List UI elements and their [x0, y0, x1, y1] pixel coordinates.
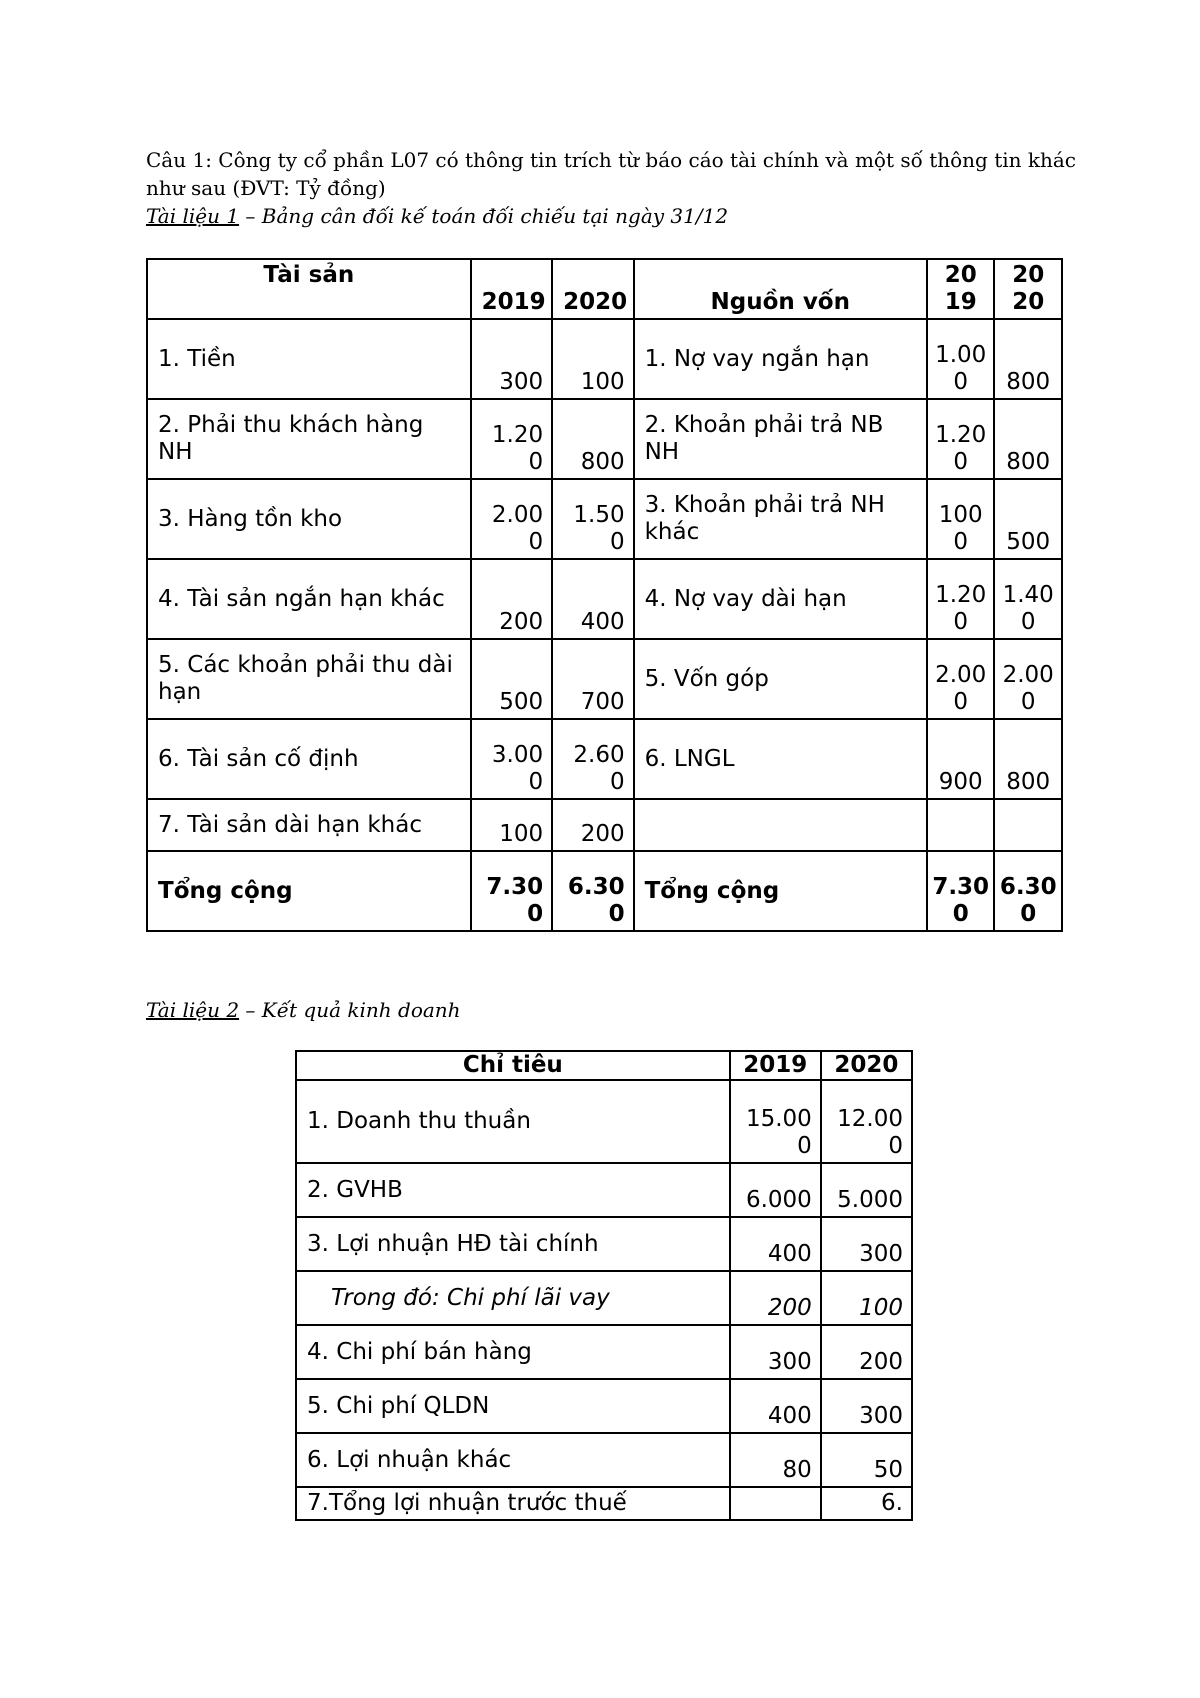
balance-sheet-header — [147, 259, 1062, 319]
source-2019: 1.200 — [927, 559, 995, 639]
asset-2019: 200 — [471, 559, 552, 639]
indicator-label: 4. Chi phí bán hàng — [296, 1325, 730, 1379]
value-2019: 400 — [730, 1379, 821, 1433]
table-row — [147, 479, 1062, 559]
total-source-label: Tổng cộng — [634, 851, 927, 931]
asset-2020: 700 — [552, 639, 633, 719]
source-2019: 1000 — [927, 479, 995, 559]
asset-label: 5. Các khoản phải thu dài hạn — [147, 639, 471, 719]
source-2019: 1.000 — [927, 319, 995, 399]
source-2020: 1.400 — [994, 559, 1062, 639]
asset-label: 7. Tài sản dài hạn khác — [147, 799, 471, 851]
value-2020: 100 — [821, 1271, 912, 1325]
value-2020: 12.000 — [821, 1080, 912, 1163]
source-2019: 1.200 — [927, 399, 995, 479]
source-2020 — [994, 799, 1062, 851]
asset-label: 4. Tài sản ngắn hạn khác — [147, 559, 471, 639]
table-row — [296, 1325, 912, 1379]
asset-2020: 100 — [552, 319, 633, 399]
source-2020: 800 — [994, 719, 1062, 799]
header-asset-2020: 2020 — [552, 259, 633, 319]
source-label: 1. Nợ vay ngắn hạn — [634, 319, 927, 399]
indicator-label: 7.Tổng lợi nhuận trước thuế — [296, 1487, 730, 1520]
asset-2020: 800 — [552, 399, 633, 479]
doc2-title: – Kết quả kinh doanh — [239, 998, 461, 1022]
table-row — [296, 1163, 912, 1217]
source-2020: 800 — [994, 399, 1062, 479]
doc1-label: Tài liệu 1 — [146, 204, 240, 228]
indicator-label: 3. Lợi nhuận HĐ tài chính — [296, 1217, 730, 1271]
header-indicator: Chỉ tiêu — [296, 1051, 730, 1080]
source-label: 4. Nợ vay dài hạn — [634, 559, 927, 639]
total-row — [147, 851, 1062, 931]
total-source-2020: 6.300 — [994, 851, 1062, 931]
total-asset-2019: 7.300 — [471, 851, 552, 931]
value-2019 — [730, 1487, 821, 1520]
value-2019: 6.000 — [730, 1163, 821, 1217]
total-asset-2020: 6.300 — [552, 851, 633, 931]
asset-2019: 1.200 — [471, 399, 552, 479]
header-source-2019: 2019 — [927, 259, 995, 319]
value-2020: 300 — [821, 1217, 912, 1271]
indicator-label: 1. Doanh thu thuần — [296, 1080, 730, 1163]
income-statement-table — [295, 1050, 913, 1521]
balance-sheet-table — [146, 258, 1063, 932]
value-2019: 200 — [730, 1271, 821, 1325]
table-row — [296, 1433, 912, 1487]
asset-2020: 2.600 — [552, 719, 633, 799]
asset-2020: 1.500 — [552, 479, 633, 559]
source-2020: 800 — [994, 319, 1062, 399]
asset-label: 2. Phải thu khách hàng NH — [147, 399, 471, 479]
header-assets: Tài sản — [147, 259, 471, 319]
value-2019: 300 — [730, 1325, 821, 1379]
asset-2020: 200 — [552, 799, 633, 851]
total-asset-label: Tổng cộng — [147, 851, 471, 931]
indicator-label: 5. Chi phí QLDN — [296, 1379, 730, 1433]
value-2020: 50 — [821, 1433, 912, 1487]
asset-label: 3. Hàng tồn kho — [147, 479, 471, 559]
table-row — [296, 1080, 912, 1163]
table-row — [296, 1379, 912, 1433]
table-row — [296, 1217, 912, 1271]
value-2020: 5.000 — [821, 1163, 912, 1217]
value-2020: 300 — [821, 1379, 912, 1433]
doc2-heading — [146, 996, 461, 1024]
total-source-2019: 7.300 — [927, 851, 995, 931]
indicator-label: Trong đó: Chi phí lãi vay — [296, 1271, 730, 1325]
table-row — [147, 399, 1062, 479]
header-asset-2019: 2019 — [471, 259, 552, 319]
source-label: 3. Khoản phải trả NH khác — [634, 479, 927, 559]
asset-2020: 400 — [552, 559, 633, 639]
asset-2019: 3.000 — [471, 719, 552, 799]
source-label: 5. Vốn góp — [634, 639, 927, 719]
header-source-2020: 2020 — [994, 259, 1062, 319]
asset-2019: 100 — [471, 799, 552, 851]
table-row — [147, 719, 1062, 799]
source-2020: 2.000 — [994, 639, 1062, 719]
table-row — [296, 1487, 912, 1520]
source-label: 6. LNGL — [634, 719, 927, 799]
source-2019: 900 — [927, 719, 995, 799]
source-label: 2. Khoản phải trả NB NH — [634, 399, 927, 479]
intro-block — [146, 146, 1076, 230]
source-2019: 2.000 — [927, 639, 995, 719]
indicator-label: 2. GVHB — [296, 1163, 730, 1217]
question-text: Câu 1: Công ty cổ phần L07 có thông tin trích từ báo cáo tài chính và một số thông tin khác như sau (ĐVT: Tỷ đồng) — [146, 148, 1076, 200]
value-2019: 400 — [730, 1217, 821, 1271]
asset-label: 6. Tài sản cố định — [147, 719, 471, 799]
value-2019: 15.000 — [730, 1080, 821, 1163]
table-row — [147, 799, 1062, 851]
doc2-label: Tài liệu 2 — [146, 998, 240, 1022]
header-2019: 2019 — [730, 1051, 821, 1080]
value-2020: 6. — [821, 1487, 912, 1520]
indicator-label: 6. Lợi nhuận khác — [296, 1433, 730, 1487]
table-row — [147, 319, 1062, 399]
table-row — [147, 559, 1062, 639]
table-row — [147, 639, 1062, 719]
value-2019: 80 — [730, 1433, 821, 1487]
value-2020: 200 — [821, 1325, 912, 1379]
header-sources: Nguồn vốn — [634, 259, 927, 319]
source-2019 — [927, 799, 995, 851]
income-statement-header — [296, 1051, 912, 1080]
doc1-heading — [146, 202, 1076, 230]
asset-label: 1. Tiền — [147, 319, 471, 399]
asset-2019: 2.000 — [471, 479, 552, 559]
asset-2019: 500 — [471, 639, 552, 719]
asset-2019: 300 — [471, 319, 552, 399]
doc1-title: – Bảng cân đối kế toán đối chiếu tại ngày 31/12 — [239, 204, 729, 228]
table-row — [296, 1271, 912, 1325]
source-label — [634, 799, 927, 851]
source-2020: 500 — [994, 479, 1062, 559]
header-2020: 2020 — [821, 1051, 912, 1080]
